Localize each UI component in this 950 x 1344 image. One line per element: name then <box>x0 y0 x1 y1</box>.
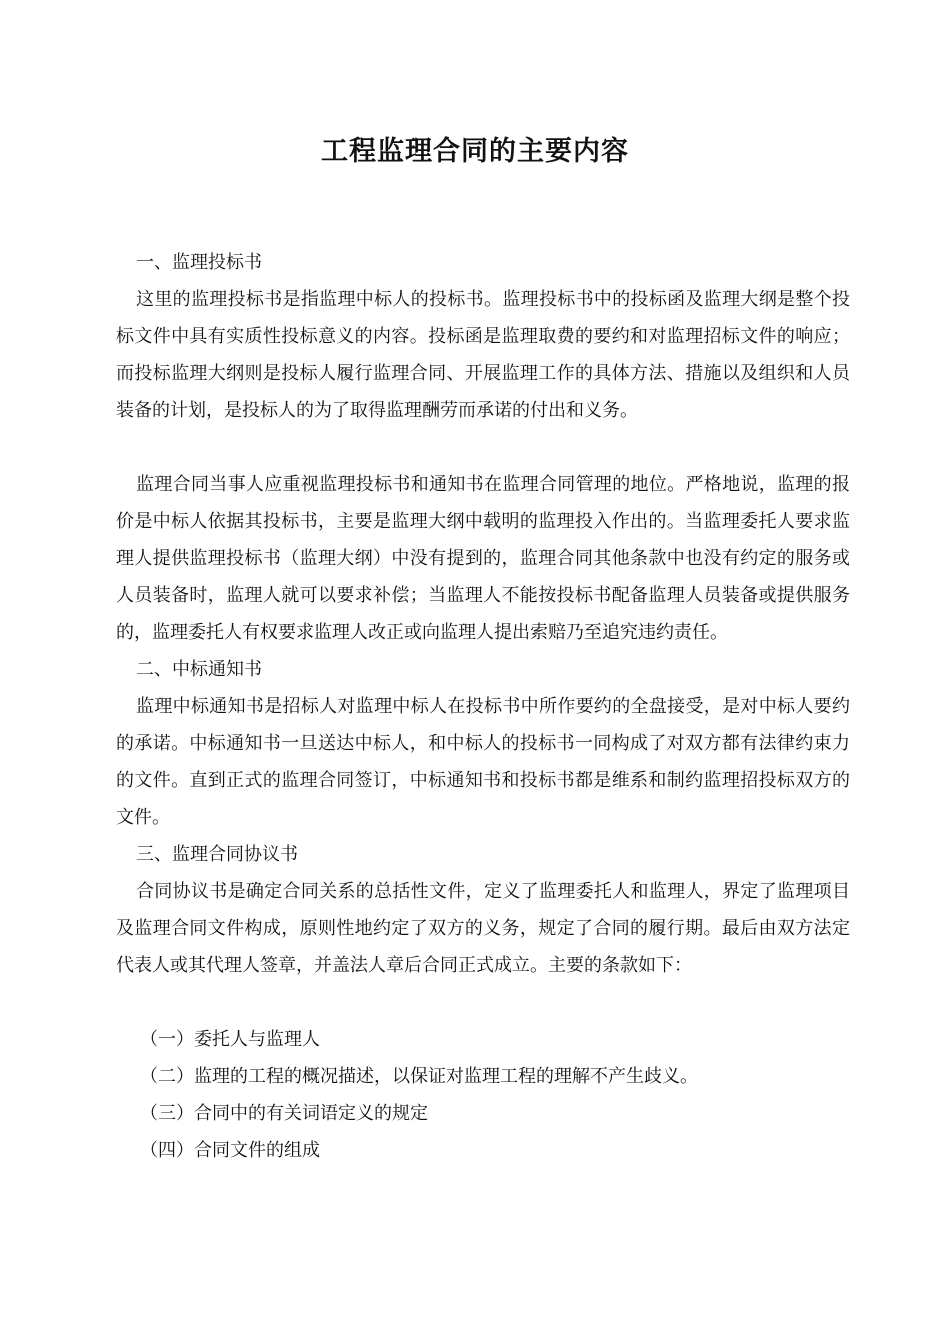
section-heading-award-notice: 二、中标通知书 <box>136 659 262 680</box>
paragraph-spacer <box>116 429 850 466</box>
paragraph-agreement: 合同协议书是确定合同关系的总括性文件，定义了监理委托人和监理人，界定了监理项目及监理合同文件构成，原则性地约定了双方的义务，规定了合同的履行期。最后由双方法定代表人或其代理人签章，并盖法人章后合同正式成立。主要的条款如下： <box>116 881 850 976</box>
paragraph-bid-document-importance: 监理合同当事人应重视监理投标书和通知书在监理合同管理的地位。严格地说，监理的报价是中标人依据其投标书，主要是监理大纲中载明的监理投入作出的。当监理委托人要求监理人提供监理投标书（监理大纲）中没有提到的，监理合同其他条款中也没有约定的服务或人员装备时，监理人就可以要求补偿；当监理人不能按投标书配备监理人员装备或提供服务的，监理委托人有权要求监理人改正或向监理人提出索赔乃至追究违约责任。 <box>116 474 850 643</box>
paragraph-award-notice: 监理中标通知书是招标人对监理中标人在投标书中所作要约的全盘接受，是对中标人要约的承诺。中标通知书一旦送达中标人，和中标人的投标书一同构成了对双方都有法律约束力的文件。直到正式的监理合同签订，中标通知书和投标书都是维系和制约监理招投标双方的文件。 <box>116 696 850 828</box>
list-item: （三）合同中的有关词语定义的规定 <box>140 1103 428 1124</box>
section-heading-agreement: 三、监理合同协议书 <box>136 844 298 865</box>
document-body <box>116 244 850 1169</box>
paragraph-bid-document-definition: 这里的监理投标书是指监理中标人的投标书。监理投标书中的投标函及监理大纲是整个投标文件中具有实质性投标意义的内容。投标函是监理取费的要约和对监理招标文件的响应；而投标监理大纲则是投标人履行监理合同、开展监理工作的具体方法、措施以及组织和人员装备的计划，是投标人的为了取得监理酬劳而承诺的付出和义务。 <box>116 289 850 421</box>
section-heading-bid-document: 一、监理投标书 <box>136 252 262 273</box>
list-item: （二）监理的工程的概况描述，以保证对监理工程的理解不产生歧义。 <box>140 1066 698 1087</box>
list-item: （四）合同文件的组成 <box>140 1140 320 1161</box>
document-title: 工程监理合同的主要内容 <box>321 136 629 167</box>
list-item: （一）委托人与监理人 <box>140 1029 320 1050</box>
paragraph-spacer <box>116 984 850 1021</box>
